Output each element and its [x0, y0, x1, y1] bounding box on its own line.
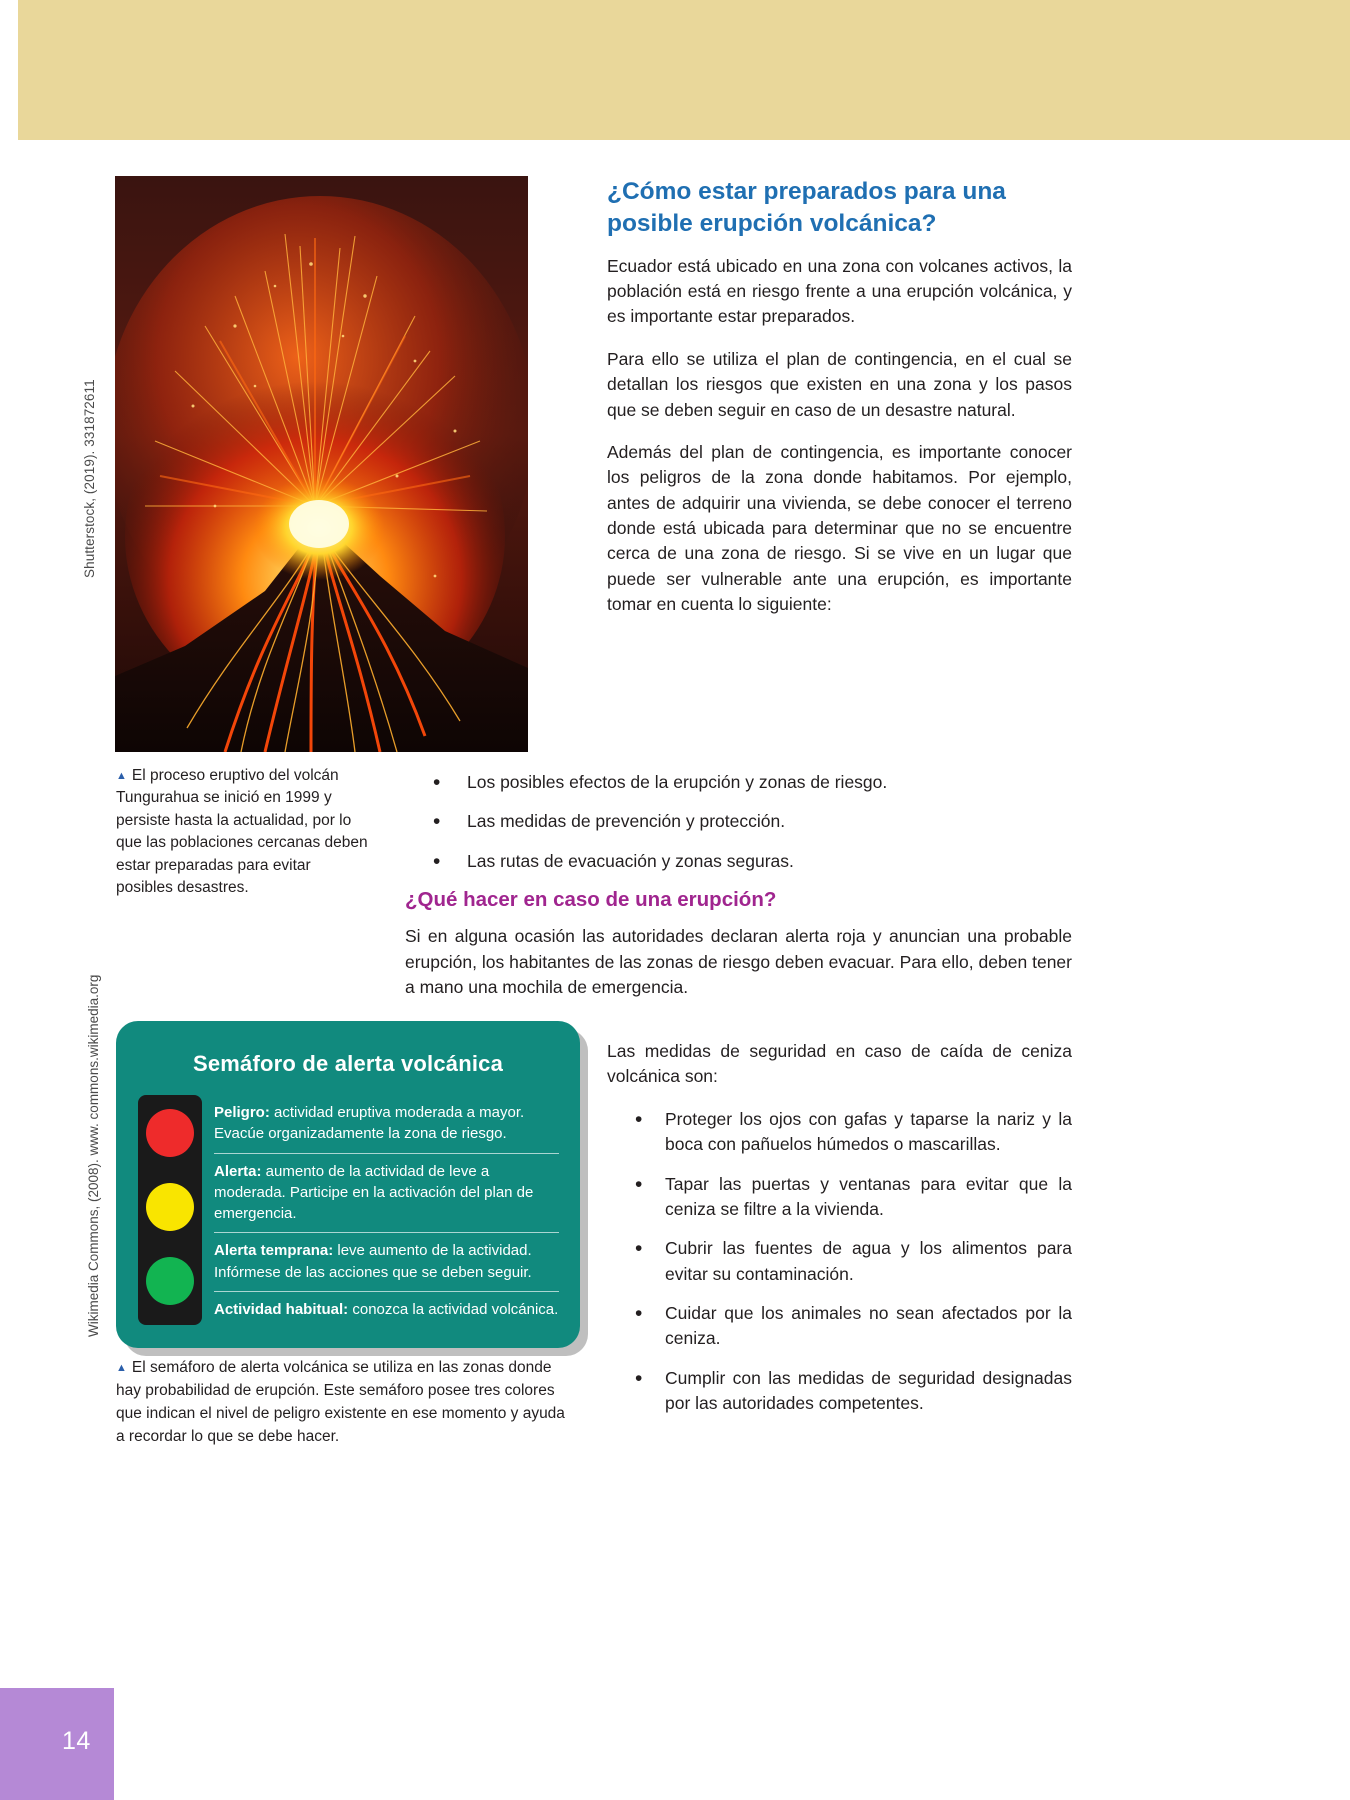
- volcano-illustration: [115, 176, 528, 752]
- semaforo-item: [214, 1095, 559, 1153]
- list-item: • Proteger los ojos con gafas y taparse la nariz y la boca con pañuelos húmedos o mascarillas.: [607, 1107, 1072, 1158]
- main-text-column: [607, 176, 1072, 635]
- semaforo-item-text: leve aumento de la actividad. Infórmese de las acciones que se deben seguir.: [214, 1242, 532, 1281]
- list-item: • Las medidas de prevención y protección.: [405, 809, 1072, 834]
- safety-measures-column: [607, 1039, 1072, 1431]
- list-item: • Tapar las puertas y ventanas para evitar que la ceniza se filtre a la vivienda.: [607, 1172, 1072, 1223]
- semaforo-caption: [116, 1357, 576, 1449]
- traffic-light-icon: [138, 1095, 202, 1325]
- triangle-bullet-icon: ▲: [116, 770, 127, 782]
- semaforo-item-level: Peligro:: [214, 1104, 270, 1121]
- top-decorative-band: [0, 0, 1350, 140]
- list-item: • Cubrir las fuentes de agua y los alimentos para evitar su contaminación.: [607, 1236, 1072, 1287]
- risk-considerations-list: [405, 770, 1072, 874]
- traffic-light-yellow-bulb: [146, 1183, 194, 1231]
- paragraph: Además del plan de contingencia, es importante conocer los peligros de la zona donde habitamos. Por ejemplo, antes de adquirir una vivienda, se debe conocer el terreno donde está ubicada para determinar que no se encuentre cerca de una zona de riesgo. Si se vive en un lugar que puede ser vulnerable ante una erupción, es importante tomar en cuenta lo siguiente:: [607, 441, 1072, 615]
- band-left-margin: [0, 0, 18, 140]
- traffic-light-red-bulb: [146, 1109, 194, 1157]
- paragraph: Para ello se utiliza el plan de contingencia, en el cual se detallan los riesgos que existen en una zona y los pasos que se deben seguir en caso de un desastre natural.: [607, 348, 1072, 420]
- paragraph: Si en alguna ocasión las autoridades declaran alerta roja y anuncian una probable erupción, los habitantes de las zonas de riesgo deben evacuar. Para ello, deben tener a mano una mochila de emergencia.: [405, 926, 1072, 997]
- semaforo-item-list: [214, 1095, 559, 1328]
- lower-wide-column: [405, 770, 1072, 1017]
- photo-credit: Shutterstock, (2019). 331872611: [82, 379, 97, 578]
- paragraph: Ecuador está ubicado en una zona con volcanes activos, la población está en riesgo frente a una erupción volcánica, y es importante estar preparados.: [607, 255, 1072, 327]
- section-heading: ¿Cómo estar preparados para una posible erupción volcánica?: [607, 178, 1006, 237]
- semaforo-alert-box: [116, 1021, 580, 1348]
- safety-measures-list: [607, 1107, 1072, 1417]
- semaforo-item-text: aumento de la actividad de leve a moderada. Participe en la activación del plan de emergencia.: [214, 1162, 534, 1223]
- list-item: • Los posibles efectos de la erupción y zonas de riesgo.: [405, 770, 1072, 795]
- semaforo-credit: Wikimedia Commons, (2008). www. commons.wikimedia.org: [86, 974, 101, 1337]
- page-number: 14: [62, 1727, 91, 1755]
- traffic-light-green-bulb: [146, 1257, 194, 1305]
- page-number-tab: [0, 1688, 114, 1800]
- semaforo-item-level: Alerta:: [214, 1162, 262, 1180]
- semaforo-item-text: conozca la actividad volcánica.: [348, 1301, 559, 1319]
- volcano-eruption-photo: [115, 176, 528, 752]
- list-item: • Las rutas de evacuación y zonas seguras.: [405, 849, 1072, 874]
- triangle-bullet-icon: ▲: [116, 1362, 127, 1374]
- semaforo-item: [214, 1232, 559, 1291]
- semaforo-item-level: Actividad habitual:: [214, 1301, 349, 1319]
- photo-caption: [116, 765, 371, 900]
- list-item: • Cuidar que los animales no sean afectados por la ceniza.: [607, 1301, 1072, 1352]
- list-item: • Cumplir con las medidas de seguridad designadas por las autoridades competentes.: [607, 1366, 1072, 1417]
- semaforo-item: [214, 1291, 559, 1328]
- semaforo-item: [214, 1153, 559, 1233]
- sub-section-heading: ¿Qué hacer en caso de una erupción?: [405, 888, 777, 912]
- semaforo-item-level: Alerta temprana:: [214, 1242, 334, 1260]
- semaforo-caption-text: El semáforo de alerta volcánica se utiliza en las zonas donde hay probabilidad de erupción. Este semáforo posee tres colores que indican el nivel de peligro existente en ese momento y ayuda a recordar lo que se debe hacer.: [116, 1359, 565, 1445]
- semaforo-item-text: actividad eruptiva moderada a mayor. Evacúe organizadamente la zona de riesgo.: [214, 1104, 525, 1143]
- photo-caption-text: El proceso eruptivo del volcán Tungurahua se inició en 1999 y persiste hasta la actualidad, por lo que las poblaciones cercanas deben estar preparadas para evitar posibles desastres.: [116, 767, 368, 897]
- paragraph: Las medidas de seguridad en caso de caída de ceniza volcánica son:: [607, 1041, 1072, 1087]
- semaforo-title: Semáforo de alerta volcánica: [192, 1051, 504, 1076]
